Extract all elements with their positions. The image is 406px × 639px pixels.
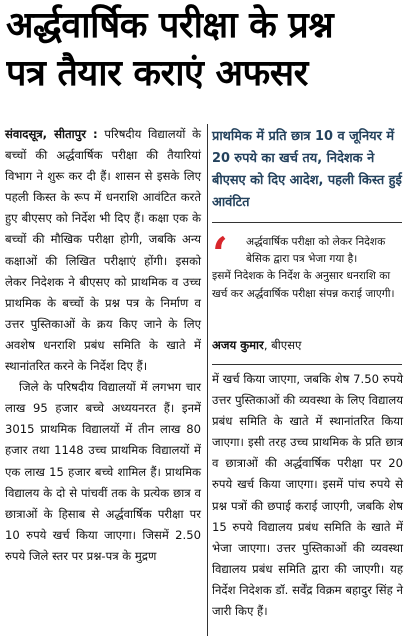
quote-attribution (212, 337, 402, 353)
attribution-name: अजय कुमार (212, 338, 264, 352)
quote-mark-icon: ‘ (212, 227, 229, 281)
subheadline-divider (212, 222, 402, 223)
headline-line-1: अर्द्धवार्षिक परीक्षा के प्रश्न (6, 5, 334, 46)
subheadline: प्राथमिक में प्रति छात्र 10 व जूनियर में 20 रुपये का खर्च तय, निदेशक ने बीएसए को दिए आदेश, पहली किस्त हुई आवंटित (212, 129, 402, 210)
pull-quote-text (212, 227, 402, 303)
pull-quote (212, 227, 402, 303)
right-column (212, 369, 403, 622)
pull-quote-rest: इसमें निदेशक के निर्देश के अनुसार धनराशि का खर्च कर अर्द्धवार्षिक परीक्षा संपन्न कराई जाएगी। (212, 270, 395, 300)
article-paragraph-2-text: जिले के परिषदीय विद्यालयों में लगभग चार लाख 95 हजार बच्चे अध्ययनरत हैं। इनमें 3015 प्राथमिक विद्यालयों में तीन लाख 80 हजार तथा 1148 उच्च प्राथमिक विद्यालयों में एक लाख 15 हजार बच्चे शामिल हैं। प्राथमिक विद्यालय के दो से पांचवीं तक के प्रत्येक छात्र व छात्राओं के हिसाब से अर्द्धवार्षिक परीक्षा पर 10 रुपये खर्च किया जाएगा। जिसमें 2.50 रुपये जिले स्तर पर प्रश्न-पत्र के मुद्रण (5, 380, 201, 563)
article-paragraph-1 (5, 124, 201, 377)
dateline: संवादसूत्र, सीतापुर : (5, 127, 98, 141)
column-divider (207, 124, 208, 636)
left-column (5, 124, 201, 567)
quote-divider (212, 364, 402, 365)
article-paragraph-2 (5, 377, 201, 567)
attribution-designation: , बीएसए (263, 338, 302, 352)
article-paragraph-1-text: परिषदीय विद्यालयों के बच्चों की अर्द्धवार्षिक परीक्षा की तैयारियां विभाग ने शुरू कर दी हैं। शासन से इसके लिए पहली किस्त के रूप में धनराशि आवंटित करते हुए बीएसए को निर्देश भी दिए हैं। कक्षा एक के बच्चों की मौखिक परीक्षा होगी, जबकि अन्य कक्षाओं की लिखित परीक्षाएं होंगी। इसको लेकर निदेशक ने बीएसए को प्राथमिक व उच्च प्राथमिक के बच्चों के प्रश्न पत्र के निर्माण व उत्तर पुस्तिकाओं के क्रय किए जाने के लिए अवशेष धनराशि प्रबंध समिति के खाते में स्थानांतरित करने के निर्देश दिए हैं। (5, 127, 201, 374)
pull-quote-lead: अर्द्धवार्षिक परीक्षा को लेकर निदेशक बेसिक द्वारा पत्र भेजा गया है। (246, 236, 386, 266)
article-paragraph-3: में खर्च किया जाएगा, जबकि शेष 7.50 रुपये उत्तर पुस्तिकाओं की व्यवस्था के लिए विद्यालय प्रबंध समिति के खाते में स्थानांतरित किया जाएगा। इसी तरह उच्च प्राथमिक के प्रति छात्र व छात्राओं की अर्द्धवार्षिक परीक्षा पर 20 रुपये खर्च किया जाएगा। इसमें पांच रुपये से प्रश्न पत्रों की छपाई कराई जाएगी, जबकि शेष 15 रुपये विद्यालय प्रबंध समिति के खाते में भेजा जाएगा। उत्तर पुस्तिकाओं की व्यवस्था विद्यालय प्रबंध समिति द्वारा की जाएगी। यह निर्देश निदेशक डॉ. सर्वेंद्र विक्रम बहादुर सिंह ने जारी किए हैं। (212, 372, 403, 619)
headline (6, 2, 402, 98)
headline-line-2: पत्र तैयार कराएं अफसर (6, 53, 308, 94)
